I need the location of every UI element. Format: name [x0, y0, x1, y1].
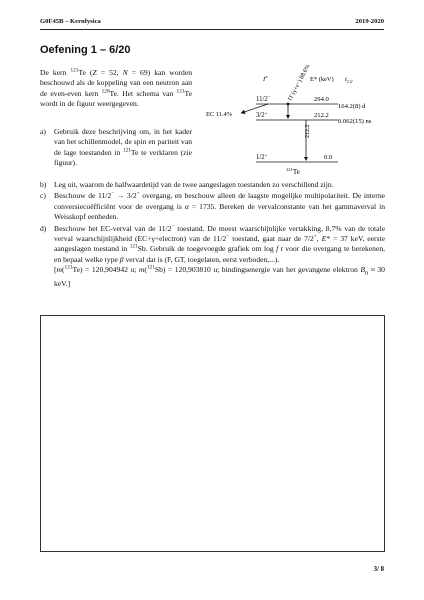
question-d-text: Beschouw het EC-verval van de 11/2− toestand. De meest waarschijnlijke vertakking, 8,7% van de totale verval waarschijnlijkheid (EC+γ+electron) van de 11/2− toestand, gaat naar de 7/2+, E* = 37 keV, eerste aangeslagen toestand in $^{121}$Sb. Gebruik de toegevoegde grafiek om log f t voor die overgang te berekenen, en bepaal welke type β verval dat is (F, GT, toegelaten, eerst verboden,...). [m($^{121}$Te) = 120,904942 u; m($^{121}$Sb) = 120,903810 u; bindingsenergie van het gevangene elektron $B_n \approx 30$ keV.] — [54, 223, 386, 289]
question-d — [40, 224, 385, 290]
intro-paragraph: De kern $^{121}$Te (Z = 52, N = 69) kan worden beschouwd als de koppeling van een neutron aan de even-even kern $^{120}$Te. Het schema van $^{121}$Te wordt in de figuur weergegeven. — [40, 67, 192, 109]
level-dot — [287, 103, 290, 106]
header-rule — [40, 29, 384, 30]
question-a-label: a) — [40, 127, 46, 136]
level-jpi-2: 1/2+ — [256, 152, 268, 161]
nucleus-label: $^{121}$Te — [286, 167, 300, 176]
question-list — [40, 180, 385, 290]
question-c — [40, 191, 385, 222]
ec-arrowhead — [241, 110, 246, 114]
gamma-arrowhead — [304, 157, 308, 161]
question-b — [40, 180, 385, 190]
gamma-energy-label: 212.2 — [305, 124, 311, 138]
level-halflife-0: 164.2(8) d — [338, 103, 366, 110]
level-halflife-1: 0.062(15) ns — [338, 118, 372, 125]
level-energy-0: 294.0 — [314, 96, 329, 103]
col-energy-header: E* (keV) — [310, 76, 334, 83]
ec-branch-label: EC 11.4% — [206, 111, 233, 118]
it-branch-label: IT (γ+e⁻) 88.6% — [287, 63, 312, 102]
level-jpi-1: 3/2+ — [256, 110, 268, 119]
answer-box[interactable] — [40, 315, 385, 552]
exercise-title: Oefening 1 – 6/20 — [40, 44, 131, 56]
question-d-label: d) — [40, 223, 47, 233]
course-code: G0F45B – Kernfysica — [40, 18, 101, 25]
page-number: 3/ 8 — [373, 566, 384, 573]
level-scheme-diagram — [196, 58, 386, 180]
col-halflife-header: $t_{1/2}$ — [345, 76, 353, 84]
academic-year: 2019-2020 — [355, 18, 384, 25]
question-c-text: Beschouw de 11/2− → 3/2+ overgang, en beschouw alleen de laagste mogelijke multipolariteit. De interne conversiecoëfficiënt voor de overgang is α = 1735. Bereken de vervalconstante van het gammaverval in Weisskopf eenheden. — [54, 190, 385, 222]
question-a-text: Gebruik deze beschrijving om, in het kader van het schillenmodel, de spin en pariteit van de lage toestanden in $^{121}$Te te verklaren (zie figuur). — [54, 127, 192, 168]
question-a — [40, 127, 192, 169]
question-b-text: Leg uit, waarom de halfwaardetijd van de twee aangeslagen toestanden zo verschillend zijn. — [54, 180, 334, 189]
level-jpi-0: 11/2− — [256, 94, 271, 103]
level-energy-1: 212.2 — [314, 112, 329, 119]
level-energy-2: 0.0 — [324, 154, 333, 161]
col-jpi-header: $I^\pi$ — [263, 74, 268, 83]
question-b-label: b) — [40, 180, 47, 189]
question-c-label: c) — [40, 191, 46, 201]
it-arrowhead — [286, 115, 290, 119]
